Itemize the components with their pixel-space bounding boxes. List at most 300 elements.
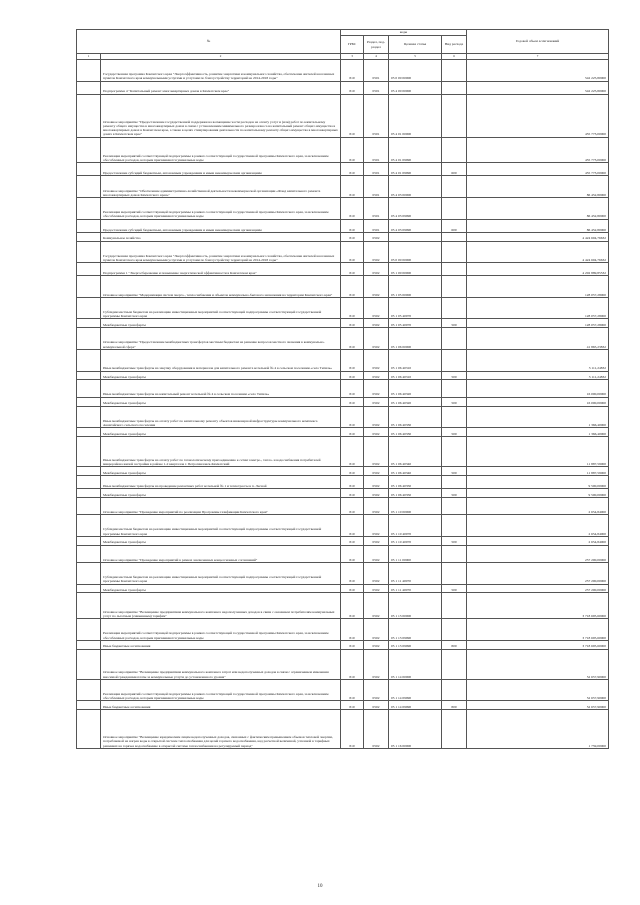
row-name-cell: Межбюджетные трансферты [101, 371, 341, 380]
row-name-cell: Иные межбюджетные трансферты на закупку оборудования и материалов для капитального ремонта котельной № 4 в сельском поселении «село Тигиль» [101, 349, 341, 371]
row-grbs-cell: 810 [341, 371, 364, 380]
row-grbs-cell: 810 [341, 137, 364, 163]
row-amount-cell: 4 202 889,85532 [467, 263, 609, 276]
row-razdel-cell: 0502 [364, 232, 389, 241]
row-razdel-cell: 0502 [364, 397, 389, 406]
row-target-article-cell: 05 1 00 00000 [389, 263, 442, 276]
row-razdel-cell: 0502 [364, 545, 389, 562]
row-amount-cell: 128 057,28000 [467, 297, 609, 319]
row-expense-type-cell: 500 [442, 536, 467, 545]
row-target-article-cell: 05 4 03 00000 [389, 176, 442, 198]
row-razdel-cell: 0502 [364, 371, 389, 380]
row-grbs-cell: 810 [341, 198, 364, 220]
row-name-cell: Коммунальное хозяйство [101, 232, 341, 241]
row-grbs-cell: 810 [341, 710, 364, 749]
row-name-cell: Основное мероприятие "Обеспечение административно-хозяйственной деятельности некоммерческой организации «Фонд капитального ремонта многоквартирных домов Камчатского края»" [101, 176, 341, 198]
row-number-cell [77, 679, 101, 701]
row-target-article-cell: 05 4 01 09990 [389, 137, 442, 163]
row-grbs-cell: 810 [341, 619, 364, 641]
row-amount-cell: 128 057,28000 [467, 276, 609, 298]
table-row [77, 640, 609, 649]
row-expense-type-cell [442, 679, 467, 701]
row-number-cell [77, 593, 101, 619]
row-expense-type-cell [442, 406, 467, 428]
column-number: 2 [101, 54, 341, 60]
row-expense-type-cell: 800 [442, 640, 467, 649]
row-razdel-cell: 0502 [364, 640, 389, 649]
row-amount-cell: 257 200,00000 [467, 562, 609, 584]
row-target-article-cell: 05 1 06 40340 [389, 467, 442, 476]
table-row [77, 406, 609, 428]
table-row [77, 163, 609, 176]
row-razdel-cell: 0501 [364, 176, 389, 198]
row-target-article-cell: 05 1 06 40310 [389, 349, 442, 371]
row-grbs-cell: 810 [341, 428, 364, 437]
row-amount-cell: 2 654,84000 [467, 515, 609, 537]
row-name-cell: Предоставление субсидий бюджетным, автономным учреждениям и иным некоммерческим организациям [101, 163, 341, 176]
row-number-cell [77, 176, 101, 198]
row-number-cell [77, 219, 101, 232]
row-grbs-cell: 810 [341, 584, 364, 593]
row-expense-type-cell [442, 562, 467, 584]
row-expense-type-cell [442, 380, 467, 397]
row-name-cell: Иные бюджетные ассигнования [101, 701, 341, 710]
row-grbs-cell: 810 [341, 60, 364, 82]
row-name-cell: Межбюджетные трансферты [101, 319, 341, 328]
row-amount-cell: 3 111,24832 [467, 349, 609, 371]
row-grbs-cell: 810 [341, 515, 364, 537]
row-amount-cell: 86 452,80000 [467, 198, 609, 220]
table-row [77, 297, 609, 319]
row-grbs-cell: 810 [341, 319, 364, 328]
row-number-cell [77, 137, 101, 163]
row-amount-cell: 455 773,00000 [467, 94, 609, 137]
row-razdel-cell: 0502 [364, 263, 389, 276]
row-name-cell: Основное мероприятие "Проведение мероприятий в рамках заключенных концессионных соглашений" [101, 545, 341, 562]
row-name-cell: Межбюджетные трансферты [101, 489, 341, 498]
row-grbs-cell: 810 [341, 380, 364, 397]
row-name-cell: Иные бюджетные ассигнования [101, 640, 341, 649]
table-row [77, 467, 609, 476]
row-expense-type-cell [442, 545, 467, 562]
row-number-cell [77, 701, 101, 710]
row-expense-type-cell [442, 137, 467, 163]
row-razdel-cell: 0502 [364, 593, 389, 619]
row-razdel-cell: 0502 [364, 701, 389, 710]
row-amount-cell: 3 718 695,60000 [467, 640, 609, 649]
row-razdel-cell: 0501 [364, 219, 389, 232]
table-row [77, 679, 609, 701]
row-target-article-cell: 05 1 13 00000 [389, 593, 442, 619]
row-expense-type-cell [442, 475, 467, 488]
row-grbs-cell: 810 [341, 81, 364, 94]
row-name-cell: Межбюджетные трансферты [101, 428, 341, 437]
row-target-article-cell: 05 0 00 00000 [389, 60, 442, 82]
row-number-cell [77, 497, 101, 514]
row-amount-cell: 1 366,40000 [467, 406, 609, 428]
row-target-article-cell: 05 1 11 40070 [389, 562, 442, 584]
row-grbs-cell: 810 [341, 263, 364, 276]
row-razdel-cell: 0501 [364, 81, 389, 94]
row-razdel-cell: 0501 [364, 137, 389, 163]
row-amount-cell: 257 200,00000 [467, 545, 609, 562]
row-expense-type-cell [442, 497, 467, 514]
row-amount-cell: 41 865,23832 [467, 328, 609, 350]
table-row [77, 371, 609, 380]
row-number-cell [77, 428, 101, 437]
row-expense-type-cell [442, 297, 467, 319]
row-expense-type-cell: 500 [442, 428, 467, 437]
header-num: № [77, 30, 341, 54]
header-expense-type: Вид расхода [442, 36, 467, 54]
row-name-cell: Основное мероприятие "Возмещение предприятиям коммунального комплекса затрат или недополученных доходов в связи с ограничением изменения вносимой гражданами платы за коммунальные услуги до установленного уровня" [101, 649, 341, 679]
row-number-cell [77, 619, 101, 641]
row-expense-type-cell [442, 436, 467, 466]
row-amount-cell: 9 500,00000 [467, 489, 609, 498]
row-target-article-cell: 05 1 16 00000 [389, 710, 442, 749]
row-amount-cell: 1 366,40000 [467, 428, 609, 437]
row-expense-type-cell [442, 176, 467, 198]
row-grbs-cell: 810 [341, 545, 364, 562]
row-expense-type-cell: 500 [442, 584, 467, 593]
row-target-article-cell: 05 1 11 40070 [389, 584, 442, 593]
row-target-article-cell: 05 1 14 00000 [389, 649, 442, 679]
row-target-article-cell: 05 1 06 00000 [389, 328, 442, 350]
row-razdel-cell: 0502 [364, 328, 389, 350]
row-number-cell [77, 436, 101, 466]
row-number-cell [77, 81, 101, 94]
table-row [77, 489, 609, 498]
row-expense-type-cell [442, 349, 467, 371]
row-amount-cell: 11 887,59000 [467, 436, 609, 466]
row-razdel-cell: 0502 [364, 536, 389, 545]
table-row [77, 584, 609, 593]
row-number-cell [77, 467, 101, 476]
row-name-cell: Иные межбюджетные трансферты на оплату работ по технологическому присоединению к сетям электро-, тепло- и водоснабжения потребителей микрорайона жилой застройки в районе 1-2 кварталов г. Петропавловск-Камчатский [101, 436, 341, 466]
row-number-cell [77, 371, 101, 380]
row-target-article-cell: 05 1 13 09990 [389, 640, 442, 649]
row-name-cell: Субсидии местным бюджетам на реализацию инвестиционных мероприятий соответствующей подпрограммы соответствующей государственной программы Камчатского края [101, 562, 341, 584]
table-row [77, 81, 609, 94]
row-grbs-cell: 810 [341, 232, 364, 241]
row-razdel-cell: 0502 [364, 319, 389, 328]
row-name-cell: Основное мероприятие "Возмещение юридическим лицам недополученных доходов, связанных с фактическим превышением объемов тепловой энергии, потребляемой на нагрев воды в открытой системе теплоснабжения для целей горячего водоснабжения, над расчетной величиной, учтенной в тарифных решениях на горячее водоснабжение в открытой системе теплоснабжения на регулируемый период" [101, 710, 341, 749]
row-expense-type-cell: 500 [442, 371, 467, 380]
row-grbs-cell: 810 [341, 436, 364, 466]
row-amount-cell: 16 000,00000 [467, 397, 609, 406]
budget-table [76, 29, 609, 749]
row-razdel-cell: 0502 [364, 679, 389, 701]
row-amount-cell: 4 424 604,76632 [467, 232, 609, 241]
row-number-cell [77, 489, 101, 498]
row-amount-cell: 257 200,00000 [467, 584, 609, 593]
row-razdel-cell: 0502 [364, 649, 389, 679]
row-name-cell: Подпрограмма 1 "Энергосбережение и повышение энергетической эффективности в Камчатском крае" [101, 263, 341, 276]
row-amount-cell: 1 759,00000 [467, 710, 609, 749]
row-target-article-cell: 05 1 05 00000 [389, 276, 442, 298]
row-expense-type-cell: 500 [442, 397, 467, 406]
row-name-cell: Государственная программа Камчатского края "Энергоэффективность, развитие энергетики и коммунального хозяйства, обеспечение жителей населенных пунктов Камчатского края коммунальными услугами и услугами по благоустройству территорий на 2014-2018 годы" [101, 60, 341, 82]
table-row [77, 562, 609, 584]
table-row [77, 176, 609, 198]
row-name-cell: Субсидии местным бюджетам на реализацию инвестиционных мероприятий соответствующей подпрограммы соответствующей государственной программы Камчатского края [101, 515, 341, 537]
row-amount-cell: 52 657,90000 [467, 649, 609, 679]
row-target-article-cell: 05 1 06 40330 [389, 428, 442, 437]
row-grbs-cell: 810 [341, 562, 364, 584]
header-codes: коды [341, 30, 467, 36]
row-target-article-cell: 05 0 00 00000 [389, 241, 442, 263]
row-target-article-cell: 05 4 00 00000 [389, 81, 442, 94]
row-grbs-cell: 810 [341, 219, 364, 232]
table-row [77, 60, 609, 82]
row-expense-type-cell [442, 593, 467, 619]
row-name-cell: Реализация мероприятий соответствующей подпрограммы в рамках соответствующей государственной программы Камчатского края, за исключением обособленных расходов, которым присваиваются уникальные коды [101, 619, 341, 641]
row-grbs-cell: 810 [341, 536, 364, 545]
row-amount-cell: 3 718 695,60000 [467, 593, 609, 619]
row-expense-type-cell [442, 515, 467, 537]
row-name-cell: Основное мероприятие "Предоставление межбюджетных трансфертов местным бюджетам на решение вопросов местного значения в коммунально-коммунальной сфере" [101, 328, 341, 350]
budget-page [76, 29, 608, 749]
row-expense-type-cell: 500 [442, 319, 467, 328]
table-row [77, 241, 609, 263]
row-target-article-cell: 05 1 10 40070 [389, 536, 442, 545]
row-expense-type-cell [442, 198, 467, 220]
row-number-cell [77, 536, 101, 545]
row-number-cell [77, 232, 101, 241]
row-expense-type-cell: 600 [442, 219, 467, 232]
row-grbs-cell: 810 [341, 297, 364, 319]
row-expense-type-cell: 500 [442, 489, 467, 498]
row-target-article-cell: 05 1 10 00000 [389, 497, 442, 514]
column-number: 7 [467, 54, 609, 60]
row-amount-cell: 52 657,90000 [467, 679, 609, 701]
table-row [77, 349, 609, 371]
row-name-cell: Межбюджетные трансферты [101, 397, 341, 406]
row-name-cell: Межбюджетные трансферты [101, 467, 341, 476]
row-grbs-cell: 810 [341, 349, 364, 371]
row-razdel-cell: 0502 [364, 619, 389, 641]
row-grbs-cell: 810 [341, 397, 364, 406]
row-amount-cell: 4 424 604,76632 [467, 241, 609, 263]
row-razdel-cell: 0502 [364, 562, 389, 584]
row-amount-cell: 3 718 695,60000 [467, 619, 609, 641]
row-number-cell [77, 241, 101, 263]
row-name-cell: Предоставление субсидий бюджетным, автономным учреждениям и иным некоммерческим организациям [101, 219, 341, 232]
row-grbs-cell: 810 [341, 475, 364, 488]
row-number-cell [77, 562, 101, 584]
row-number-cell [77, 94, 101, 137]
row-razdel-cell: 0502 [364, 241, 389, 263]
row-amount-cell: 52 657,90000 [467, 701, 609, 710]
row-number-cell [77, 640, 101, 649]
row-name-cell: Основное мероприятие "Проведение мероприятий по реализации Программы газификации Камчатского края" [101, 497, 341, 514]
row-amount-cell: 16 000,00000 [467, 380, 609, 397]
row-expense-type-cell [442, 328, 467, 350]
row-grbs-cell: 810 [341, 489, 364, 498]
table-row [77, 219, 609, 232]
row-target-article-cell: 05 1 06 40310 [389, 371, 442, 380]
row-number-cell [77, 406, 101, 428]
row-target-article-cell: 05 1 06 40330 [389, 406, 442, 428]
row-razdel-cell: 0501 [364, 94, 389, 137]
row-razdel-cell: 0501 [364, 163, 389, 176]
row-target-article-cell: 05 1 06 40340 [389, 436, 442, 466]
row-number-cell [77, 276, 101, 298]
row-grbs-cell: 810 [341, 701, 364, 710]
row-number-cell [77, 515, 101, 537]
row-amount-cell: 455 773,00000 [467, 163, 609, 176]
row-number-cell [77, 397, 101, 406]
row-amount-cell: 128 057,28000 [467, 319, 609, 328]
table-row [77, 263, 609, 276]
row-razdel-cell: 0502 [364, 380, 389, 397]
row-target-article-cell: 05 1 06 40320 [389, 380, 442, 397]
row-razdel-cell: 0502 [364, 467, 389, 476]
column-number: 4 [364, 54, 389, 60]
row-amount-cell: 11 887,59000 [467, 467, 609, 476]
row-razdel-cell: 0502 [364, 515, 389, 537]
table-row [77, 232, 609, 241]
row-target-article-cell: 05 4 01 00000 [389, 94, 442, 137]
row-expense-type-cell: 600 [442, 163, 467, 176]
row-expense-type-cell: 800 [442, 701, 467, 710]
row-razdel-cell: 0502 [364, 276, 389, 298]
row-amount-cell: 9 500,00000 [467, 475, 609, 488]
table-row [77, 380, 609, 397]
row-grbs-cell: 810 [341, 276, 364, 298]
header-target-article: Целевая статья [389, 36, 442, 54]
row-number-cell [77, 263, 101, 276]
row-number-cell [77, 584, 101, 593]
row-name-cell: Иные межбюджетные трансферты на проведение ремонтных работ котельной № 1 и теплотрассы в п. Лесной [101, 475, 341, 488]
table-row [77, 710, 609, 749]
row-target-article-cell: 05 1 13 09990 [389, 619, 442, 641]
row-number-cell [77, 349, 101, 371]
table-row [77, 198, 609, 220]
table-row [77, 436, 609, 466]
row-amount-cell: 3 111,24832 [467, 371, 609, 380]
row-expense-type-cell [442, 263, 467, 276]
table-row [77, 701, 609, 710]
row-grbs-cell: 810 [341, 640, 364, 649]
table-row [77, 475, 609, 488]
row-number-cell [77, 710, 101, 749]
header-razdel: Раздел, под-раздел [364, 36, 389, 54]
row-grbs-cell: 810 [341, 649, 364, 679]
row-grbs-cell: 810 [341, 163, 364, 176]
row-target-article-cell: 05 1 06 40350 [389, 489, 442, 498]
row-name-cell: Основное мероприятие "Модернизация систем энерго-, теплоснабжения и объектов коммунально-бытового назначения на территории Камчатского края" [101, 276, 341, 298]
row-target-article-cell: 05 1 11 00000 [389, 545, 442, 562]
row-razdel-cell: 0502 [364, 584, 389, 593]
row-number-cell [77, 649, 101, 679]
row-name-cell: Государственная программа Камчатского края "Энергоэффективность, развитие энергетики и коммунального хозяйства, обеспечение жителей населенных пунктов Камчатского края коммунальными услугами и услугами по благоустройству территорий на 2014-2018 годы" [101, 241, 341, 263]
row-grbs-cell: 810 [341, 176, 364, 198]
row-razdel-cell: 0502 [364, 297, 389, 319]
row-grbs-cell: 810 [341, 467, 364, 476]
row-expense-type-cell [442, 276, 467, 298]
row-grbs-cell: 810 [341, 497, 364, 514]
table-row [77, 94, 609, 137]
table-row [77, 515, 609, 537]
row-number-cell [77, 380, 101, 397]
table-row [77, 536, 609, 545]
row-expense-type-cell [442, 241, 467, 263]
row-grbs-cell: 810 [341, 679, 364, 701]
row-razdel-cell: 0501 [364, 198, 389, 220]
row-grbs-cell: 810 [341, 241, 364, 263]
table-row [77, 593, 609, 619]
table-row [77, 328, 609, 350]
row-grbs-cell: 810 [341, 94, 364, 137]
row-number-cell [77, 297, 101, 319]
row-name-cell: Подпрограмма 4 "Капитальный ремонт многоквартирных домов в Камчатском крае" [101, 81, 341, 94]
row-expense-type-cell [442, 619, 467, 641]
row-name-cell: Иные межбюджетные трансферты на капитальный ремонт котельной № 4 в сельском поселении «село Тигиль» [101, 380, 341, 397]
row-number-cell [77, 545, 101, 562]
column-number: 3 [341, 54, 364, 60]
row-number-cell [77, 60, 101, 82]
row-expense-type-cell [442, 81, 467, 94]
column-number: 6 [442, 54, 467, 60]
row-amount-cell: 86 452,80000 [467, 219, 609, 232]
row-amount-cell: 2 654,84000 [467, 497, 609, 514]
row-target-article-cell: 05 1 06 40320 [389, 397, 442, 406]
row-number-cell [77, 328, 101, 350]
table-row [77, 619, 609, 641]
row-target-article-cell [389, 232, 442, 241]
row-target-article-cell: 05 4 03 09990 [389, 198, 442, 220]
row-name-cell: Реализация мероприятий соответствующей подпрограммы в рамках соответствующей государственной программы Камчатского края, за исключением обособленных расходов, которым присваиваются уникальные коды [101, 137, 341, 163]
row-target-article-cell: 05 1 05 40070 [389, 297, 442, 319]
header-grbs: ГРБС [341, 36, 364, 54]
row-target-article-cell: 05 4 03 09990 [389, 219, 442, 232]
row-expense-type-cell [442, 710, 467, 749]
row-number-cell [77, 475, 101, 488]
row-amount-cell: 542 225,80000 [467, 81, 609, 94]
table-row [77, 649, 609, 679]
row-name-cell: Основное мероприятие "Предоставление государственной поддержки на возмещение части расходов на оплату услуг и (или) работ по капитальному ремонту общего имущества в многоквартирных домах в связи с установлением минимального размера взноса на капитальный ремонт общего имущества в многоквартирных домах в Камчатском крае, а также в целях стимулирования деятельности по капитальному ремонту общего имущества в многоквартирных домах в Камчатском крае" [101, 94, 341, 137]
row-number-cell [77, 319, 101, 328]
table-row [77, 319, 609, 328]
row-amount-cell: 2 654,84000 [467, 536, 609, 545]
row-target-article-cell: 05 1 14 09990 [389, 679, 442, 701]
row-name-cell: Межбюджетные трансферты [101, 536, 341, 545]
row-number-cell [77, 198, 101, 220]
row-expense-type-cell [442, 60, 467, 82]
row-razdel-cell: 0502 [364, 436, 389, 466]
row-expense-type-cell [442, 232, 467, 241]
table-row [77, 428, 609, 437]
row-grbs-cell: 810 [341, 406, 364, 428]
row-expense-type-cell [442, 649, 467, 679]
row-target-article-cell: 05 1 14 09990 [389, 701, 442, 710]
row-name-cell: Реализация мероприятий соответствующей подпрограммы в рамках соответствующей государственной программы Камчатского края, за исключением обособленных расходов, которым присваиваются уникальные коды [101, 679, 341, 701]
row-razdel-cell: 0502 [364, 497, 389, 514]
row-razdel-cell: 0502 [364, 710, 389, 749]
row-grbs-cell: 810 [341, 593, 364, 619]
row-razdel-cell: 0501 [364, 60, 389, 82]
row-expense-type-cell [442, 94, 467, 137]
row-amount-cell: 455 773,00000 [467, 137, 609, 163]
column-number: 1 [77, 54, 101, 60]
row-expense-type-cell: 500 [442, 467, 467, 476]
table-row [77, 276, 609, 298]
row-razdel-cell: 0502 [364, 406, 389, 428]
row-name-cell: Основное мероприятие "Возмещение предприятиям коммунального комплекса недополученных доходов в связи с оказанием потребителям коммунальных услуг по льготным (сниженным) тарифам" [101, 593, 341, 619]
row-name-cell: Межбюджетные трансферты [101, 584, 341, 593]
row-amount-cell: 542 225,80000 [467, 60, 609, 82]
